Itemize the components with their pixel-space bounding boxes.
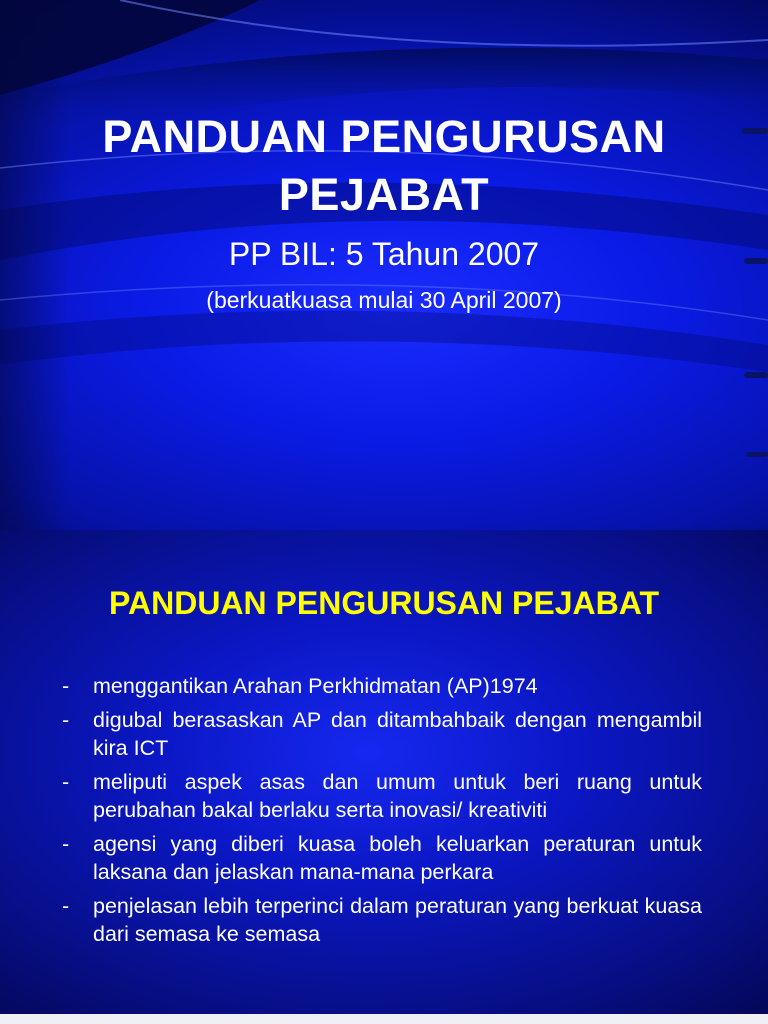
bullet-item xyxy=(62,892,702,948)
bullet-text: menggantikan Arahan Perkhidmatan (AP)1974 xyxy=(93,674,538,698)
bullet-text: digubal berasaskan AP dan ditambahbaik dengan mengambil kira ICT xyxy=(93,708,702,760)
bullet-list xyxy=(62,672,702,954)
bullet-dash: - xyxy=(62,674,70,698)
effective-date-note: (berkuatkuasa mulai 30 April 2007) xyxy=(206,287,562,313)
bullet-dash: - xyxy=(62,894,70,918)
bullet-item xyxy=(62,830,702,886)
content-slide xyxy=(0,530,768,1024)
footer-strip xyxy=(0,1014,768,1024)
bullet-item xyxy=(62,672,702,700)
bullet-dash: - xyxy=(62,770,70,794)
slide-title-line2: PEJABAT xyxy=(278,169,490,220)
bullet-dash: - xyxy=(62,832,70,856)
slide-title-line1: PANDUAN PENGURUSAN xyxy=(102,111,666,162)
bullet-item xyxy=(62,768,702,824)
slide-title xyxy=(0,108,768,224)
bullet-text: penjelasan lebih terperinci dalam peraturan yang berkuat kuasa dari semasa ke semasa xyxy=(93,894,702,946)
bullet-text: agensi yang diberi kuasa boleh keluarkan peraturan untuk laksana dan jelaskan mana-mana perkara xyxy=(93,832,702,884)
content-slide-title: PANDUAN PENGURUSAN PEJABAT xyxy=(109,585,659,621)
slide-subtitle: PP BIL: 5 Tahun 2007 xyxy=(228,236,540,272)
bullet-text: meliputi aspek asas dan umum untuk beri ruang untuk perubahan bakal berlaku serta inovasi/ kreativiti xyxy=(93,770,702,822)
bullet-dash: - xyxy=(62,708,70,732)
bullet-item xyxy=(62,706,702,762)
